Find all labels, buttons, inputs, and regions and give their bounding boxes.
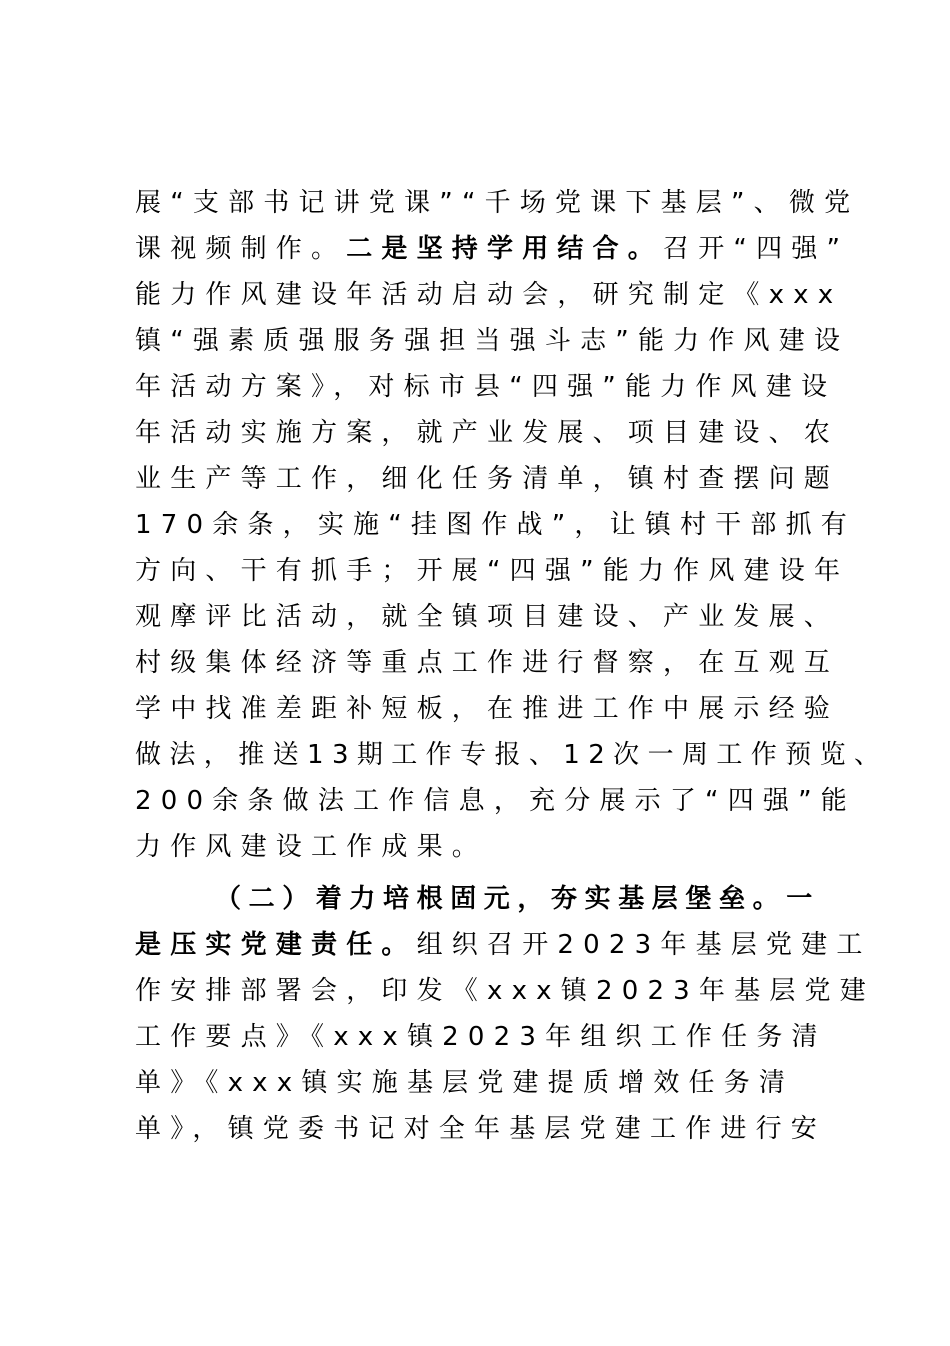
text-segment: 作安排部署会，印发《xxx镇2023年基层党建	[135, 976, 875, 1006]
text-segment: 组织召开2023年基层党建工	[416, 930, 872, 960]
text-line-5	[135, 364, 855, 410]
text-segment: 村级集体经济等重点工作进行督察，在互观互	[135, 648, 840, 678]
bold-heading-segment: 是压实党建责任。	[135, 930, 417, 960]
text-segment: 力作风建设工作成果。	[135, 832, 488, 862]
text-line-3	[135, 272, 855, 318]
text-segment: 年活动方案》，对标市县“四强”能力作风建设	[135, 372, 837, 402]
section-heading: （二）着力培根固元，夯实基层堡垒。一	[215, 884, 820, 914]
text-line-9	[135, 548, 855, 594]
text-segment: 单》，镇党委书记对全年基层党建工作进行安	[135, 1114, 827, 1144]
text-line-1	[135, 180, 860, 226]
text-segment: 课视频制作。	[135, 234, 347, 264]
text-line-4	[135, 318, 855, 364]
text-line-2	[135, 226, 855, 272]
text-line-15	[135, 824, 855, 870]
text-line-20	[135, 1060, 855, 1106]
text-segment: 年活动实施方案，就产业发展、项目建设、农	[135, 418, 840, 448]
text-segment: 工作要点》《xxx镇2023年组织工作任务清	[135, 1022, 827, 1052]
text-line-17	[135, 922, 872, 968]
text-segment: 170余条，实施“挂图作战”，让镇村干部抓有	[135, 510, 856, 540]
text-line-6	[135, 410, 855, 456]
text-line-21	[135, 1106, 855, 1152]
text-segment: 200余条做法工作信息，充分展示了“四强”能	[135, 786, 856, 816]
text-line-14	[135, 778, 855, 824]
text-line-8	[135, 502, 855, 548]
section-heading-line	[215, 876, 855, 922]
text-segment: 做法，推送13期工作专报、12次一周工作预览、	[135, 740, 889, 770]
text-line-7	[135, 456, 855, 502]
bold-heading-segment: 二是坚持学用结合。	[346, 234, 664, 264]
text-segment: 单》《xxx镇实施基层党建提质增效任务清	[135, 1068, 795, 1098]
text-segment: 镇“强素质强服务强担当强斗志”能力作风建设	[135, 326, 850, 356]
text-line-12	[135, 686, 855, 732]
text-line-13	[135, 732, 889, 778]
text-segment: 展“支部书记讲党课”“千场党课下基层”、微党	[135, 188, 860, 218]
text-segment: 业生产等工作，细化任务清单，镇村查摆问题	[135, 464, 840, 494]
text-line-11	[135, 640, 855, 686]
text-segment: 能力作风建设年活动启动会，研究制定《xxx	[135, 280, 843, 310]
text-segment: 学中找准差距补短板，在推进工作中展示经验	[135, 694, 840, 724]
text-segment: 方向、干有抓手；开展“四强”能力作风建设年	[135, 556, 850, 586]
text-segment: 召开“四强”	[663, 234, 850, 264]
text-line-18	[135, 968, 875, 1014]
text-segment: 观摩评比活动，就全镇项目建设、产业发展、	[135, 602, 840, 632]
text-line-10	[135, 594, 855, 640]
text-line-19	[135, 1014, 855, 1060]
